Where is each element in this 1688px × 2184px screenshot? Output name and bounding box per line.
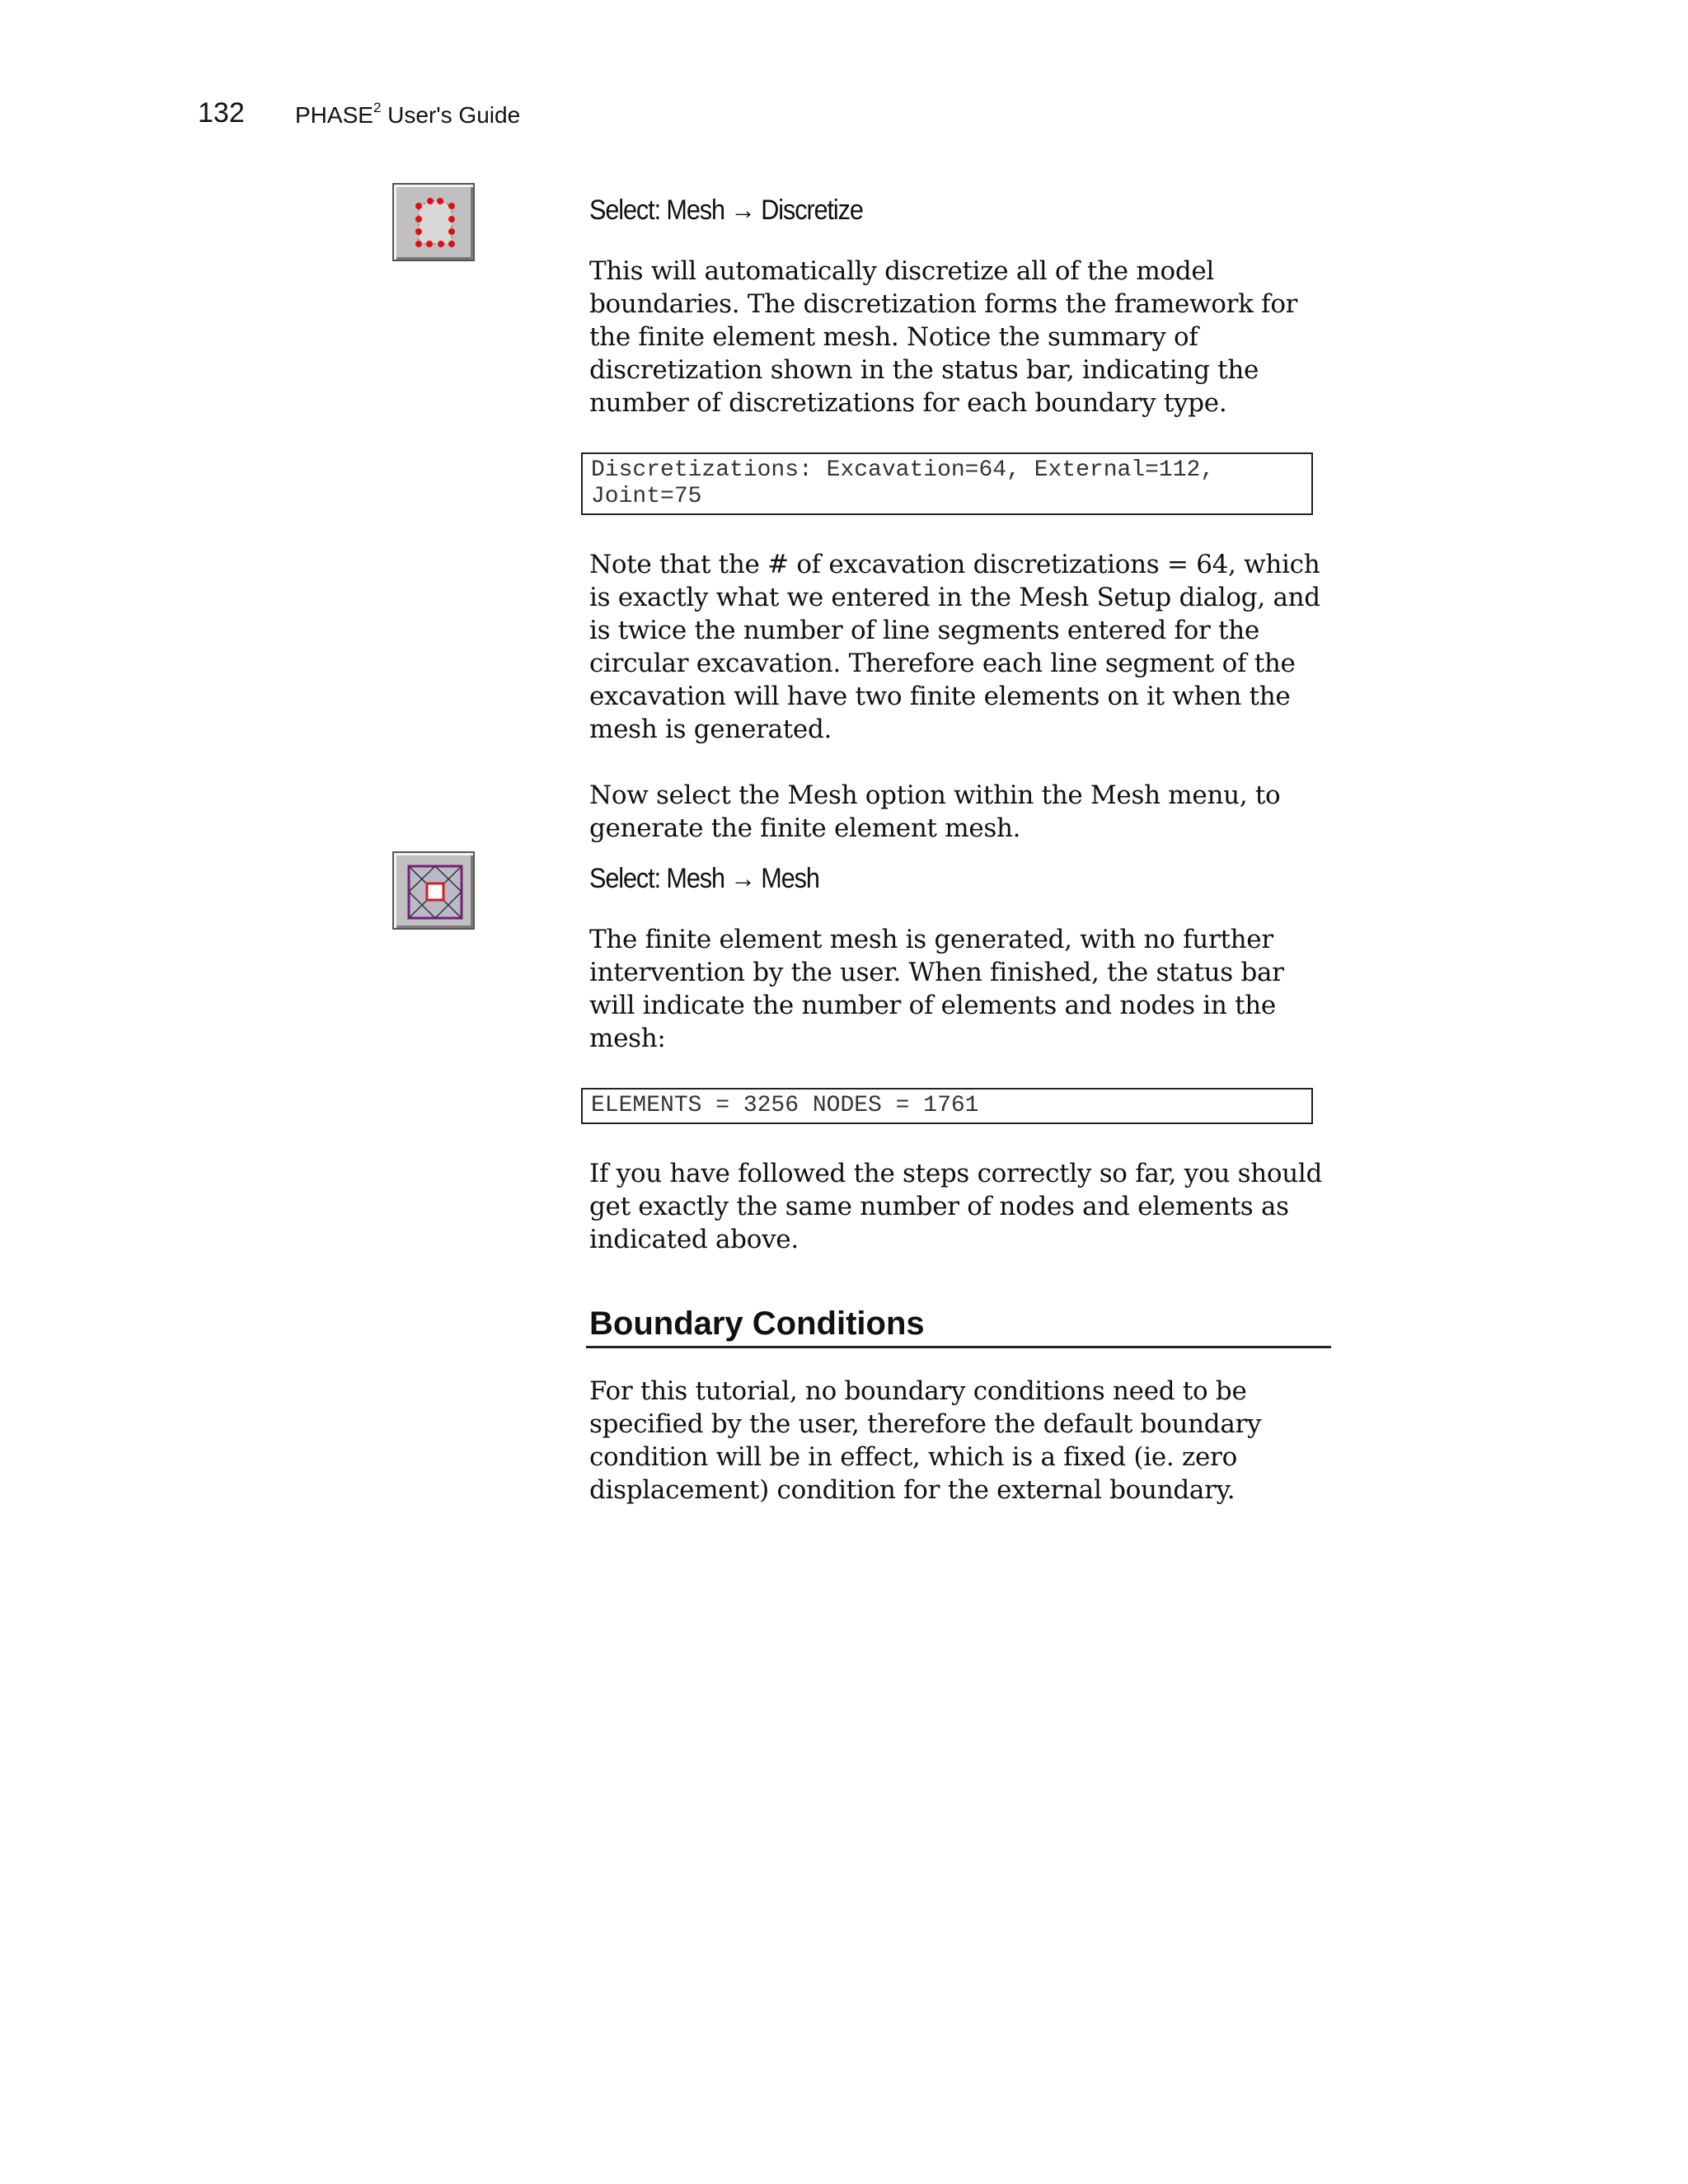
guide-title: [295, 102, 520, 129]
guide-title-superscript: 2: [373, 100, 382, 115]
mesh-toolbar-icon[interactable]: [392, 851, 475, 930]
page-content: [589, 194, 1335, 1540]
section-heading-boundary-conditions: Boundary Conditions: [586, 1305, 1331, 1348]
guide-title-main: PHASE: [295, 102, 373, 128]
step-select-mesh: Select: Mesh → Mesh: [589, 863, 819, 894]
status-line: Discretizations: Excavation=64, External=112,: [591, 457, 1215, 483]
paragraph-discretize-description: This will automatically discretize all of the model boundaries. The discretization forms the framework for the finite element mesh. Notice the summary of discretization shown in the status bar, indicating the number of discretizations for each boundary type.: [589, 256, 1298, 418]
status-line: Joint=75: [591, 484, 702, 509]
page-number: 132: [198, 97, 245, 129]
discretize-toolbar-icon[interactable]: [392, 183, 475, 261]
paragraph-mesh-generated: The finite element mesh is generated, with no further intervention by the user. When finished, the status bar will indicate the number of elements and nodes in the mesh:: [589, 925, 1284, 1053]
mesh-icon: [394, 853, 476, 931]
status-bar-discretizations: [581, 452, 1313, 515]
paragraph-boundary-conditions: For this tutorial, no boundary conditions need to be specified by the user, therefore the default boundary condition will be in effect, which is a fixed (ie. zero displacement) condition for the external boundary.: [589, 1376, 1262, 1505]
guide-title-rest: User's Guide: [381, 102, 521, 128]
paragraph-verification: If you have followed the steps correctly so far, you should get exactly the same number of nodes and elements as indicated above.: [589, 1159, 1323, 1254]
discretize-icon: [394, 185, 476, 263]
paragraph-select-mesh: Now select the Mesh option within the Mesh menu, to generate the finite element mesh.: [589, 780, 1281, 843]
paragraph-discretization-note: Note that the # of excavation discretizations = 64, which is exactly what we entered in the Mesh Setup dialog, and is twice the number of line segments entered for the circular excavation. Therefore each line segment of the excavation will have two finite elements on it when the mesh is generated.: [589, 550, 1320, 744]
step-select-discretize: Select: Mesh → Discretize: [589, 194, 863, 226]
status-bar-elements-nodes: ELEMENTS = 3256 NODES = 1761: [581, 1088, 1313, 1124]
